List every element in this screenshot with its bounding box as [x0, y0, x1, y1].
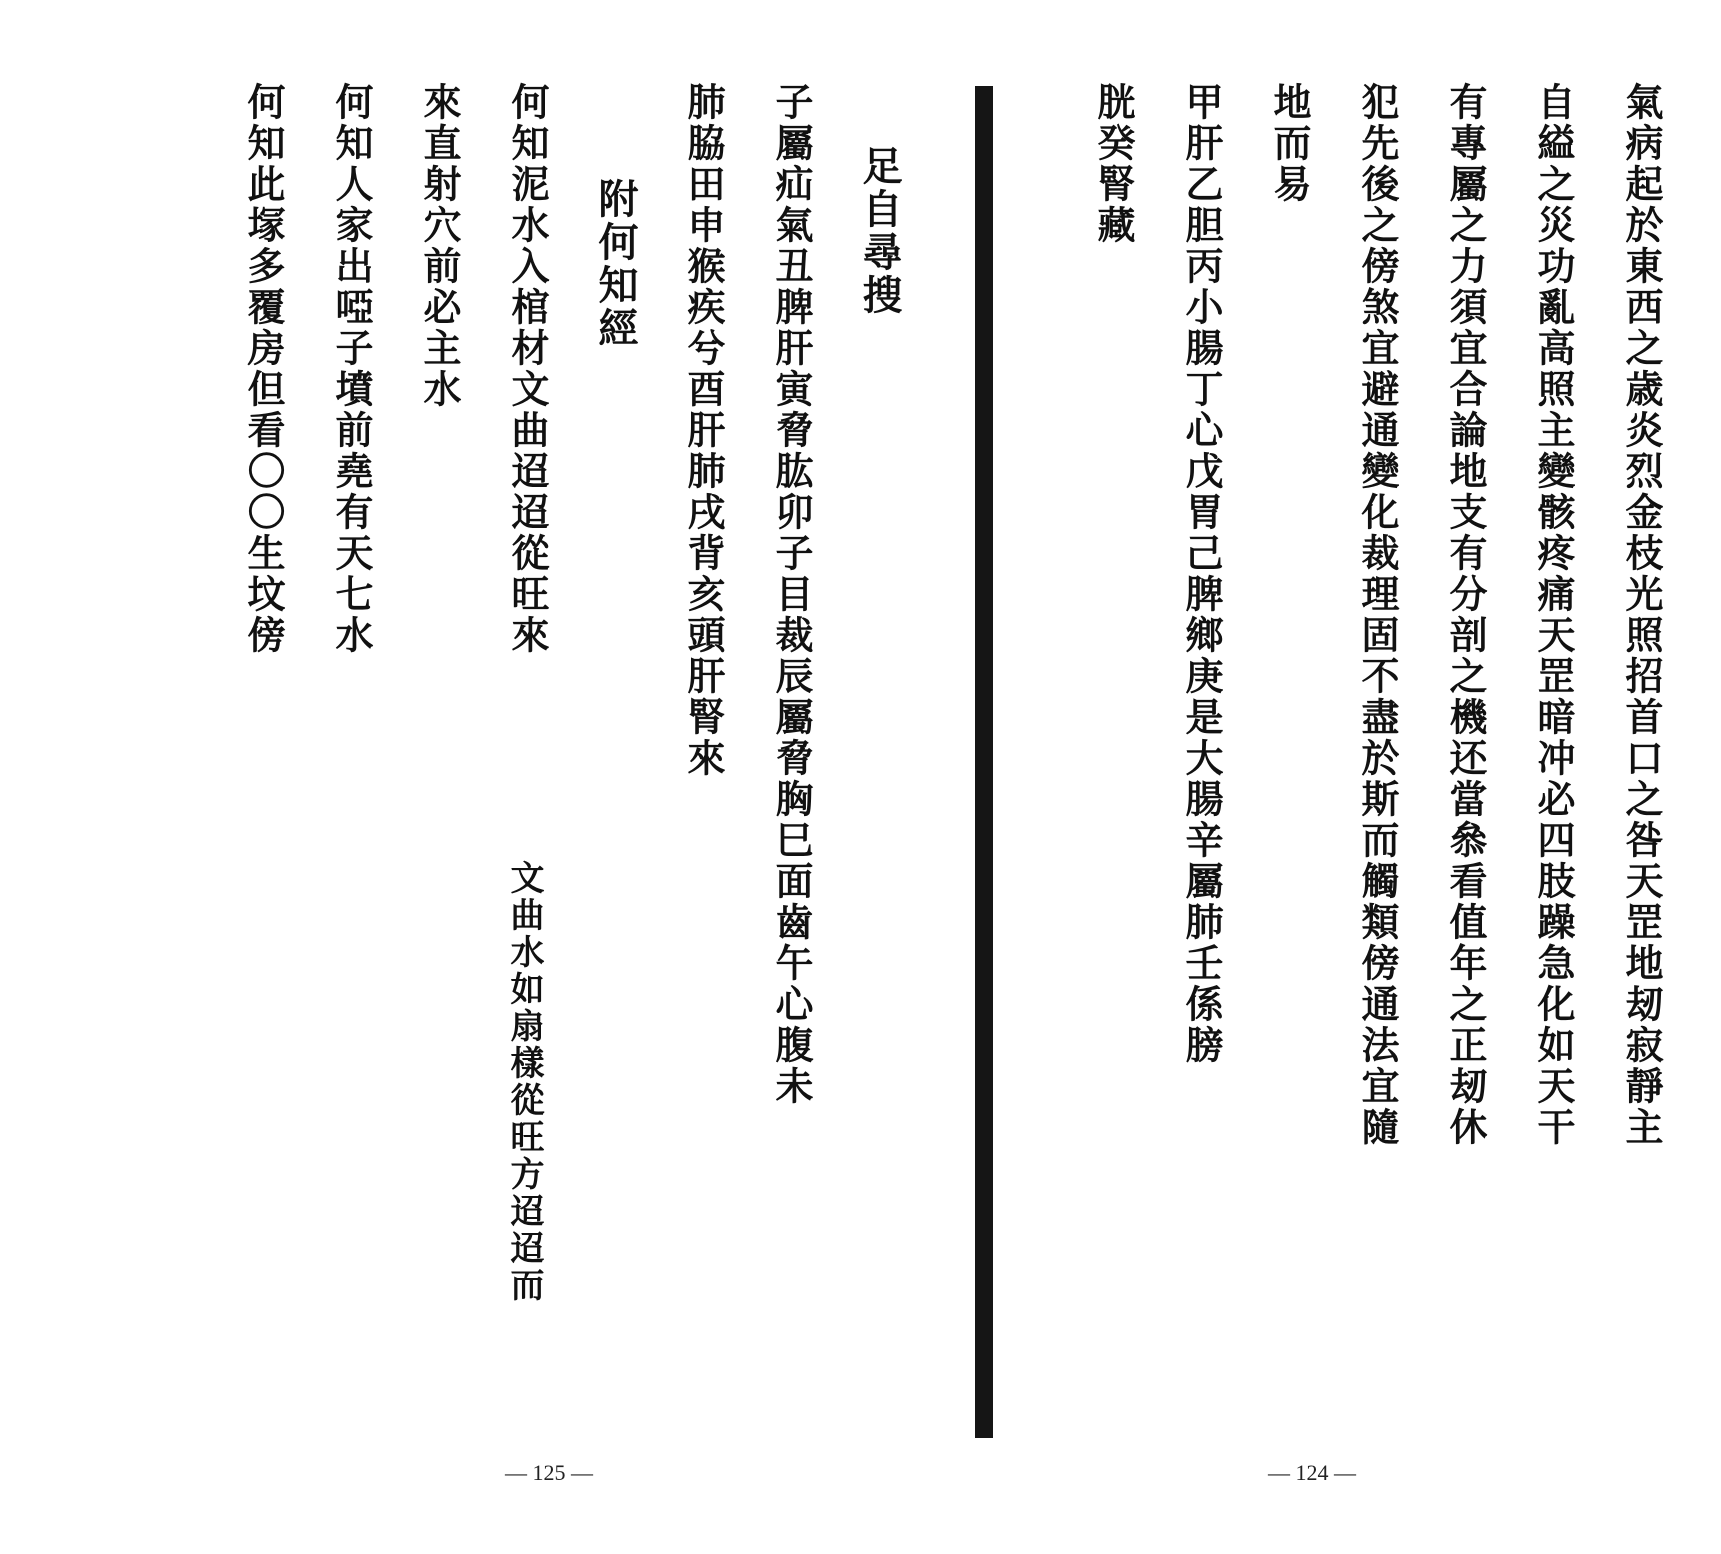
- text-column: 甲肝乙胆丙小腸丁心戊胃己脾鄉庚是大腸辛屬肺壬係膀: [1179, 82, 1224, 1066]
- text-column: 犯先後之傍煞宜避通變化裁理固不盡於斯而觸類傍通法宜隨: [1355, 82, 1400, 1148]
- section-title: 附何知經: [592, 178, 639, 350]
- text-column: 氣病起於東西之歳炎烈金枝光照招首口之咎天罡地刼寂靜主: [1619, 82, 1664, 1148]
- verse-line: 何知人家出啞子墳前堯有天七水: [329, 82, 374, 656]
- text-column: 有專屬之力須宜合論地支有分剖之機还當叅看值年之正刼休: [1443, 82, 1488, 1148]
- text-column: 子屬疝氣丑脾肝寅脅肱卯子目裁辰屬脅胸巳面齒午心腹未: [769, 82, 814, 1107]
- text-column: 自縊之災功亂高照主變骸疼痛天罡暗冲必四肢躁急化如天干: [1531, 82, 1576, 1148]
- verse-line: 來直射穴前必主水: [417, 82, 462, 410]
- page-number: — 124 —: [1268, 1460, 1356, 1485]
- commentary-line: 文曲水如扇樣從旺方迢迢而: [504, 860, 544, 1304]
- page-number: — 125 —: [505, 1460, 593, 1485]
- heading: 足自尋搜: [856, 145, 903, 317]
- verse-line: 何知此塜多覆房但看〇〇生坟傍: [241, 82, 286, 656]
- text-column: 肺脇田申猴疾兮酉肝肺戌背亥頭肝腎來: [681, 82, 726, 779]
- verse-line: 何知泥水入棺材文曲迢迢從旺來: [505, 82, 550, 656]
- binding-shadow-bar: [975, 86, 993, 1438]
- text-column: 地而易: [1267, 82, 1312, 205]
- text-column: 胱癸腎藏: [1091, 82, 1136, 246]
